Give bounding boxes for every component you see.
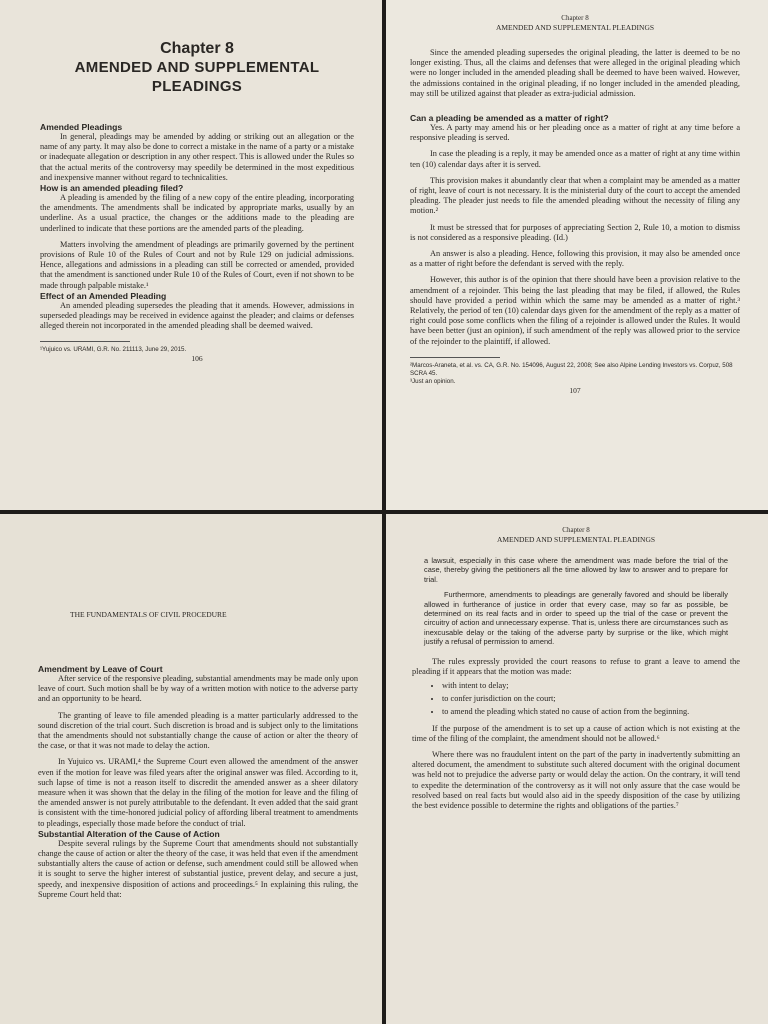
paragraph: However, this author is of the opinion that there should have been a provision relative to the amendment of a rejoinder. This being the last pleading that may be filed, if allowed, the Rules should have provided a period within which the same may be amended as a matter of right.³ Relatively, the period of ten (10) calendar days given for the amendment of the reply as a matter of right could pose some conflicts when the filing of a rejoinder is allowed under the Rules. It would have been better (just an opinion), if such amendment of the reply was allowed prior to the service of the rejoinder to the plaintiff, if allowed.: [410, 275, 740, 346]
heading-effect: Effect of an Amended Pleading: [40, 290, 167, 301]
footnote-rule: [40, 341, 130, 342]
footnote: ¹Yujuico vs. URAMI, G.R. No. 211113, June 29, 2015.: [40, 346, 187, 354]
heading-how-filed: How is an amended pleading filed?: [40, 183, 184, 194]
footnote: ²Marcos-Araneta, et al. vs. CA, G.R. No. 154096, August 22, 2008; See also Alpine Lending Investors vs. Corpuz, 508 SCRA 45.: [410, 361, 733, 377]
paragraph: Despite several rulings by the Supreme Court that amendments should not substantially change the cause of action or alter the theory of the case, it was held that even if the amendment substantially alters the cause of action or defense, such amendment could still be allowed when it is sought to serve the higher interest of substantial justice, prevent delay, and secure a just, speedy, and inexpensive disposition of actions and proceedings.⁵ In explaining this ruling, the Supreme Court held that:: [38, 838, 358, 899]
running-header: [412, 526, 740, 544]
photo-seam: [0, 510, 768, 514]
page-106: [0, 0, 384, 512]
chapter-title: AMENDED AND SUPPLEMENTAL PLEADINGS: [74, 59, 320, 95]
chapter-label: Chapter 8: [160, 40, 234, 57]
paragraph: It must be stressed that for purposes of appreciating Section 2, Rule 10, a motion to dismiss is not considered as a responsive pleading. (Id.): [410, 222, 740, 242]
paragraph: Yes. A party may amend his or her pleading once as a matter of right at any time before a responsive pleading is served.: [410, 123, 740, 143]
running-header: THE FUNDAMENTALS OF CIVIL PROCEDURE: [70, 610, 227, 619]
footnote: ³Just an opinion.: [410, 377, 456, 385]
heading-substantial-alteration: Substantial Alteration of the Cause of Action: [38, 828, 220, 839]
list-item: • to confer jurisdiction on the court;: [442, 694, 740, 704]
page-107: [384, 0, 768, 512]
paragraph: In Yujuico vs. URAMI,⁴ the Supreme Court even allowed the amendment of the answer even if the motion for leave was filed years after the original answer was filed. According to it, such lapse of time is not a reason itself to discredit the amended answer as a sheer dilatory measure when it was shown that the delay in the filing of the motion for leave and the filing of the amended answer is not purely attributable to the defendant. It even added that the said grant is consistent with the time-honored judicial policy of affording liberal treatment to amendments to pleadings, especially those made before the conduct of trial.: [38, 757, 358, 828]
running-chapter: Chapter 8: [561, 14, 589, 22]
page-number: 106: [191, 354, 203, 364]
paragraph: An amended pleading supersedes the pleading that it amends. However, admissions in superseded pleadings may be received in evidence against the pleader; and claims or defenses alleged therein not incorporated in the amended pleading shall be deemed waived.: [40, 300, 354, 331]
paragraph: The rules expressly provided the court reasons to refuse to grant a leave to amend the pleading if it appears that the motion was made:: [412, 656, 740, 676]
page-number: 107: [569, 385, 581, 395]
footnote-rule: [410, 357, 500, 358]
list-item: • with intent to delay;: [442, 681, 740, 691]
block-quote: Furthermore, amendments to pleadings are generally favored and should be liberally allowed in furtherance of justice in order that every case, may so far as possible, be determined on its real facts and in order to speed up the trial of the case or prevent the circuitry of action and unnecessary expense. That is, unless there are circumstances such as inexcusable delay or the taking of the adverse party by surprise or the like, which might justify a refusal of permission to amend.: [424, 590, 728, 647]
paragraph: In case the pleading is a reply, it may be amended once as a matter of right at any time within ten (10) calendar days after it is served.: [410, 149, 740, 169]
running-chapter: Chapter 8: [562, 526, 590, 534]
paragraph: A pleading is amended by the filing of a new copy of the entire pleading, incorporating the amendments. The amendments shall be indicated by appropriate marks, usually by an underline. As a usual practice, the changes or the additions made to the pleading are underlined to indicate that these portions are the amended parts of the pleading.: [40, 193, 354, 233]
heading-matter-of-right: Can a pleading be amended as a matter of right?: [410, 113, 609, 124]
paragraph: Where there was no fraudulent intent on the part of the party in inadvertently submitting an altered document, the amendment to substitute such altered document with the original document was held not to prejudice the adverse party or would delay the action. On the contrary, it will tend to expedite the determination of the controversy as it will not only assure that the case would be resolved based on real facts but would also aid in the speedy disposition of the case by utilizing the best evidence possible to determine the rights and obligations of the parties.⁷: [412, 750, 740, 811]
paragraph: Matters involving the amendment of pleadings are primarily governed by the pertinent provisions of Rule 10 of the Rules of Court and not by Rule 129 on judicial admissions. Hence, allegations and admissions in a pleading can still be corrected or amended, provided that the amendment is sanctioned under Rule 10 of the Rules of Court, even if not shown to be made through palpable mistake.¹: [40, 239, 354, 290]
page-fundamentals: [0, 512, 384, 1024]
running-title: AMENDED AND SUPPLEMENTAL PLEADINGS: [495, 23, 655, 32]
block-quote: a lawsuit, especially in this case where the amendment was made before the trial of the case, thereby giving the petitioners all the time allowed by law to answer and to prepare for trial.: [424, 556, 728, 584]
paragraph: This provision makes it abundantly clear that when a complaint may be amended as a matter of right, leave of court is not necessary. It is the ministerial duty of the court to accept the amended pleading. The pleader just needs to file the amended pleading without the necessity of filing any motion.²: [410, 175, 740, 216]
paragraph: Since the amended pleading supersedes the original pleading, the latter is deemed to be no longer existing. Thus, all the claims and defenses that were alleged in the original pleading which were no longer included in the amended pleading shall be deemed to have been waived. However, the admissions contained in the original pleading, if no longer included in the amended pleading, may still be utilized against that pleader as extra-judicial admission.: [410, 48, 740, 98]
running-title: AMENDED AND SUPPLEMENTAL PLEADINGS: [496, 535, 656, 544]
paragraph: If the purpose of the amendment is to set up a cause of action which is not existing at the time of the filing of the complaint, the amendment should not be allowed.⁶: [412, 723, 740, 743]
reasons-list: [412, 681, 740, 718]
paragraph: In general, pleadings may be amended by adding or striking out an allegation or the name of any party. It may also be done to correct a mistake in the name of a party or a mistake or inadequate allegation or description in any other respect. This is allowed under the Rules so that the actual merits of the controversy may speedily be determined in the most expeditious and inexpensive manner without regard to technicalities.: [40, 132, 354, 182]
paragraph: An answer is also a pleading. Hence, following this provision, it may also be amended once as a matter of right before the defendant is served with the reply.: [410, 249, 740, 269]
paragraph: After service of the responsive pleading, substantial amendments may be made only upon leave of court. Such motion shall be by way of a written motion with notice to the adverse party and an opportunity to be heard.: [38, 674, 358, 704]
running-header: [410, 14, 740, 32]
page-chapter8-continued: [384, 512, 768, 1024]
list-item: • to amend the pleading which stated no cause of action from the beginning.: [442, 707, 740, 717]
heading-leave-of-court: Amendment by Leave of Court: [38, 664, 163, 674]
heading-amended-pleadings: Amended Pleadings: [40, 122, 123, 132]
paragraph: The granting of leave to file amended pleading is a matter particularly addressed to the sound discretion of the trial court. Such discretion is broad and is subject only to the limitations that the amendments should not substantially change the cause of action or alter the theory of the case, or that it was not made to delay the action.: [38, 710, 358, 751]
